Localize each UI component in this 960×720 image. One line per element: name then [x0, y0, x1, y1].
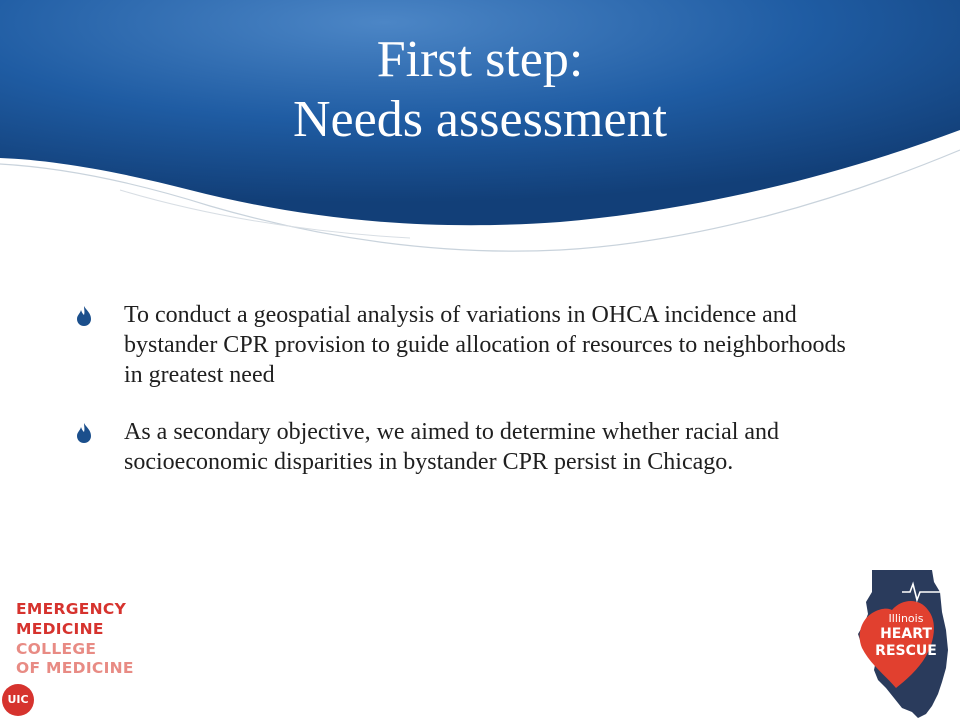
- logo-line-medicine: MEDICINE: [16, 620, 104, 638]
- bullet-list: [76, 300, 866, 504]
- title-line-2: Needs assessment: [292, 91, 668, 148]
- title-line-1: First step:: [376, 31, 584, 88]
- bullet-text: As a secondary objective, we aimed to determine whether racial and socioeconomic disparities in bystander CPR persist in Chicago.: [124, 419, 780, 475]
- bullet-item: [76, 300, 866, 390]
- flame-bullet-icon: [76, 423, 92, 443]
- flame-bullet-icon: [76, 306, 92, 326]
- uic-badge: UIC: [2, 684, 34, 716]
- slide-title: [0, 30, 960, 150]
- ihr-line-rescue: RESCUE: [875, 643, 937, 659]
- logo-line-emergency: EMERGENCY: [16, 600, 127, 618]
- logo-line-college: COLLEGE: [16, 640, 97, 658]
- bullet-text: To conduct a geospatial analysis of variations in OHCA incidence and bystander CPR provision to guide allocation of resources to neighborhoods in greatest need: [124, 302, 846, 388]
- bullet-item: [76, 417, 866, 477]
- ihr-line-heart: HEART: [880, 626, 932, 642]
- logo-line-of-medicine: OF MEDICINE: [16, 659, 134, 677]
- ihr-line-illinois: Illinois: [888, 612, 924, 625]
